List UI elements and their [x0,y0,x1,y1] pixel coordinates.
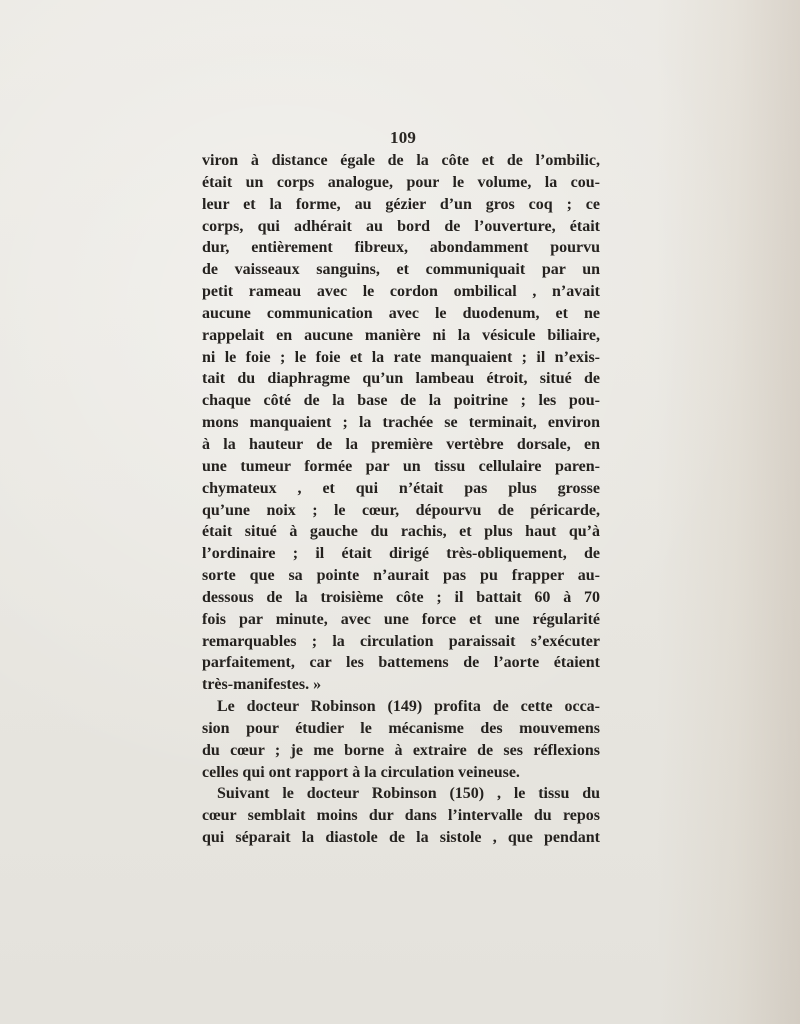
text-line: ni le foie ; le foie et la rate manquaient ; il n’exis- [202,348,600,366]
text-line: viron à distance égale de la côte et de l’ombilic, [202,152,600,169]
text-line: fois par minute, avec une force et une régularité [202,610,600,628]
paragraph-end-line: très-manifestes. » [202,676,322,694]
text-line: cœur semblait moins dur dans l’intervalle du repos [202,807,600,825]
text-line: l’ordinaire ; il était dirigé très-obliquement, de [202,545,600,563]
text-line: petit rameau avec le cordon ombilical , n’avait [202,283,600,301]
text-line: à la hauteur de la première vertèbre dorsale, en [202,435,600,453]
text-line: était situé à gauche du rachis, et plus haut qu’à [202,523,600,541]
paragraph-start-line: Suivant le docteur Robinson (150) , le tissu du [217,785,600,803]
paragraph-end-line: celles qui ont rapport à la circulation veineuse. [202,763,520,781]
text-line: une tumeur formée par un tissu cellulaire paren- [202,457,600,475]
paragraph-start-line: Le docteur Robinson (149) profita de cette occa- [217,698,600,716]
text-line: leur et la forme, au gézier d’un gros coq ; ce [202,195,600,213]
text-line: parfaitement, car les battemens de l’aorte étaient [202,654,600,672]
text-line: sorte que sa pointe n’aurait pas pu frapper au- [202,567,600,585]
text-line: du cœur ; je me borne à extraire de ses réflexions [202,741,600,759]
text-line: dur, entièrement fibreux, abondamment pourvu [202,239,600,257]
text-line: chymateux , et qui n’était pas plus grosse [202,479,600,497]
text-line: remarquables ; la circulation paraissait s’exécuter [202,632,600,650]
text-line: qu’une noix ; le cœur, dépourvu de péricarde, [202,501,600,519]
text-line: rappelait en aucune manière ni la vésicule biliaire, [202,326,600,344]
text-line: qui séparait la diastole de la sistole , que pendant [202,829,600,847]
text-line: était un corps analogue, pour le volume, la cou- [202,173,600,191]
text-line: tait du diaphragme qu’un lambeau étroit, situé de [202,370,600,388]
text-line: aucune communication avec le duodenum, et ne [202,304,600,322]
text-line: de vaisseaux sanguins, et communiquait par un [202,261,600,279]
text-line: dessous de la troisième côte ; il battait 60 à 70 [202,588,600,606]
text-line: sion pour étudier le mécanisme des mouvemens [202,719,600,737]
text-line: mons manquaient ; la trachée se terminait, environ [202,414,600,432]
text-line: corps, qui adhérait au bord de l’ouverture, était [202,217,600,235]
body-text [202,150,600,849]
page-number: 109 [390,128,417,147]
text-line: chaque côté de la base de la poitrine ; les pou- [202,392,600,410]
